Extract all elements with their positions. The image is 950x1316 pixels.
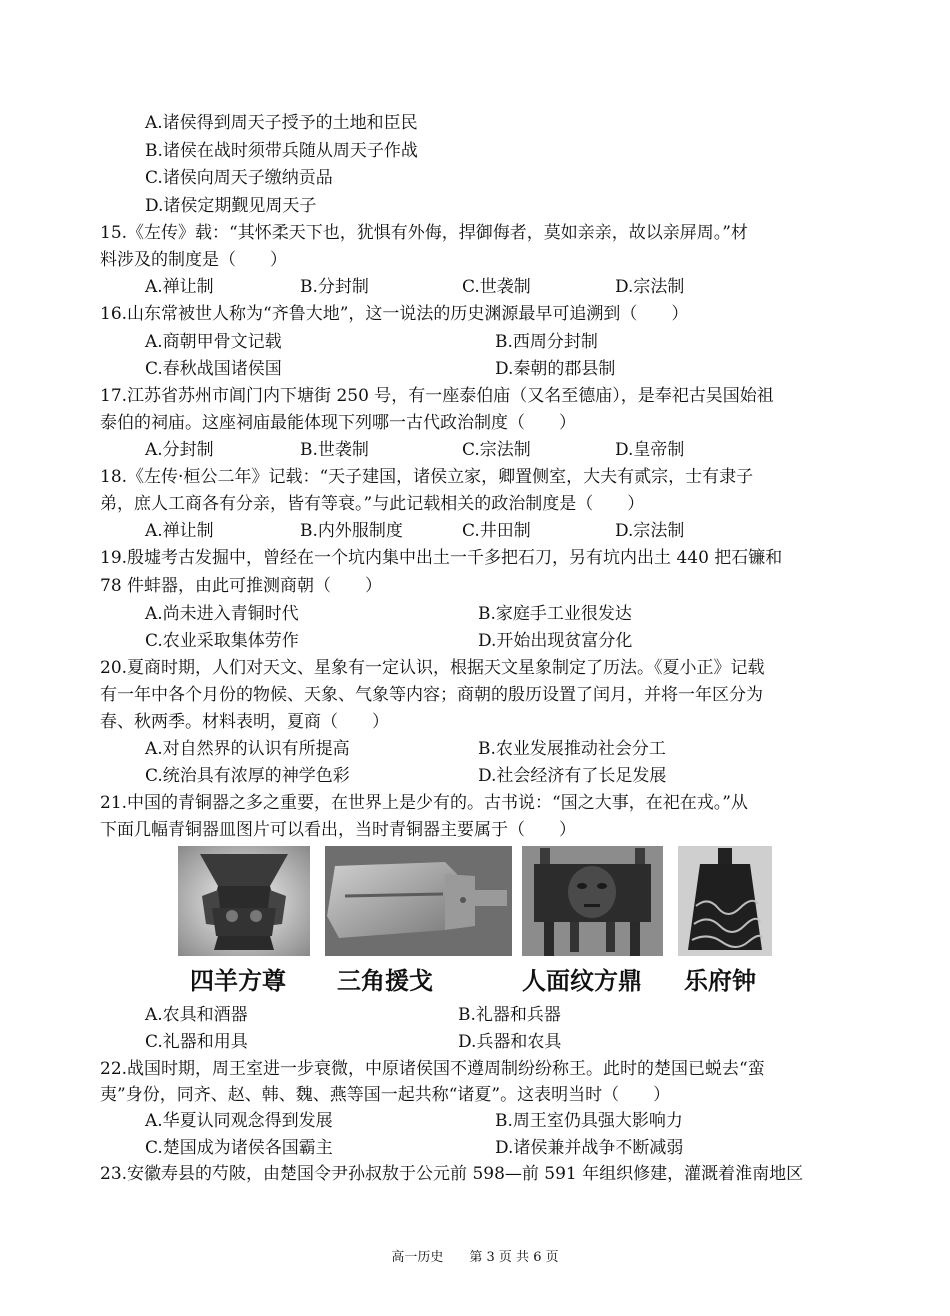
question-15-stem: 料涉及的制度是（ ）	[100, 250, 287, 270]
option-d: D.诸侯定期觐见周天子	[145, 196, 317, 216]
option-d: D.秦朝的郡县制	[495, 359, 616, 379]
option-c: C.楚国成为诸侯各国霸主	[145, 1138, 333, 1158]
figure-caption: 人面纹方鼎	[522, 967, 642, 995]
option-a: A.尚未进入青铜时代	[145, 604, 299, 624]
option-d: D.开始出现贫富分化	[478, 631, 633, 651]
question-17-stem: 17.江苏省苏州市阊门内下塘街 250 号，有一座泰伯庙（又名至德庙），是奉祀古吴国始祖	[100, 386, 774, 406]
option-b: B.周王室仍具强大影响力	[495, 1111, 683, 1131]
bronze-ge-image	[325, 846, 512, 956]
option-d: D.宗法制	[615, 521, 685, 541]
option-a: A.商朝甲骨文记载	[145, 332, 282, 352]
option-b: B.内外服制度	[300, 521, 403, 541]
option-c: C.农业采取集体劳作	[145, 631, 299, 651]
page-footer: 高一历史 第 3 页 共 6 页	[391, 1250, 559, 1265]
question-20-stem: 有一年中各个月份的物候、天象、气象等内容；商朝的殷历设置了闰月，并将一年区分为	[100, 685, 763, 705]
option-c: C.礼器和用具	[145, 1032, 248, 1052]
option-b: B.礼器和兵器	[458, 1005, 561, 1025]
bronze-zun-image	[178, 846, 310, 956]
option-c: C.春秋战国诸侯国	[145, 359, 282, 379]
question-18-stem: 弟，庶人工商各有分亲，皆有等衰。”与此记载相关的政治制度是（ ）	[100, 494, 645, 514]
option-a: A.诸侯得到周天子授予的土地和臣民	[145, 113, 418, 133]
option-a: A.华夏认同观念得到发展	[145, 1111, 333, 1131]
option-d: D.社会经济有了长足发展	[478, 766, 667, 786]
option-b: B.世袭制	[300, 440, 369, 460]
question-22-stem: 22.战国时期，周王室进一步衰微，中原诸侯国不遵周制纷纷称王。此时的楚国已蜕去“蛮	[100, 1059, 765, 1079]
option-c: C.诸侯向周天子缴纳贡品	[145, 168, 333, 188]
option-b: B.家庭手工业很发达	[478, 604, 632, 624]
option-a: A.分封制	[145, 440, 214, 460]
option-d: D.宗法制	[615, 277, 685, 297]
option-b: B.诸侯在战时须带兵随从周天子作战	[145, 141, 418, 161]
question-21-stem: 下面几幅青铜器皿图片可以看出，当时青铜器主要属于（ ）	[100, 820, 576, 840]
question-17-stem: 泰伯的祠庙。这座祠庙最能体现下列哪一古代政治制度（ ）	[100, 413, 576, 433]
bronze-bell-image	[678, 846, 772, 956]
question-15-stem: 15.《左传》载：“其怀柔天下也，犹惧有外侮，捍御侮者，莫如亲亲，故以亲屏周。”材	[100, 223, 748, 243]
option-d: D.兵器和农具	[458, 1032, 562, 1052]
option-a: A.禅让制	[145, 521, 214, 541]
figure-caption: 乐府钟	[684, 967, 756, 995]
option-b: B.分封制	[300, 277, 369, 297]
question-22-stem: 夷”身份，同齐、赵、韩、魏、燕等国一起共称“诸夏”。这表明当时（ ）	[100, 1085, 671, 1105]
option-a: A.禅让制	[145, 277, 214, 297]
option-b: B.西周分封制	[495, 332, 598, 352]
figure-caption: 四羊方尊	[190, 967, 286, 995]
question-20-stem: 20.夏商时期，人们对天文、星象有一定认识，根据天文星象制定了历法。《夏小正》记载	[100, 658, 765, 678]
figure-caption: 三角援戈	[337, 967, 433, 995]
bronze-ding-image	[522, 846, 663, 956]
option-c: C.统治具有浓厚的神学色彩	[145, 766, 350, 786]
option-a: A.农具和酒器	[145, 1005, 248, 1025]
option-c: C.井田制	[462, 521, 531, 541]
question-20-stem: 春、秋两季。材料表明，夏商（ ）	[100, 712, 389, 732]
question-19-stem: 78 件蚌器，由此可推测商朝（ ）	[100, 576, 383, 596]
question-16-stem: 16.山东常被世人称为“齐鲁大地”，这一说法的历史渊源最早可追溯到（ ）	[100, 304, 689, 324]
question-18-stem: 18.《左传·桓公二年》记载：“天子建国，诸侯立家，卿置侧室，大夫有贰宗，士有隶子	[100, 467, 754, 487]
question-21-stem: 21.中国的青铜器之多之重要，在世界上是少有的。古书说：“国之大事，在祀在戎。”从	[100, 793, 748, 813]
question-19-stem: 19.殷墟考古发掘中，曾经在一个坑内集中出土一千多把石刀，另有坑内出土 440 把石镰和	[100, 548, 783, 568]
question-23-stem: 23.安徽寿县的芍陂，由楚国令尹孙叔敖于公元前 598—前 591 年组织修建，灌溉着淮南地区	[100, 1164, 804, 1184]
option-d: D.皇帝制	[615, 440, 685, 460]
option-c: C.宗法制	[462, 440, 531, 460]
option-c: C.世袭制	[462, 277, 531, 297]
option-a: A.对自然界的认识有所提高	[145, 739, 350, 759]
option-d: D.诸侯兼并战争不断减弱	[495, 1138, 684, 1158]
option-b: B.农业发展推动社会分工	[478, 739, 666, 759]
